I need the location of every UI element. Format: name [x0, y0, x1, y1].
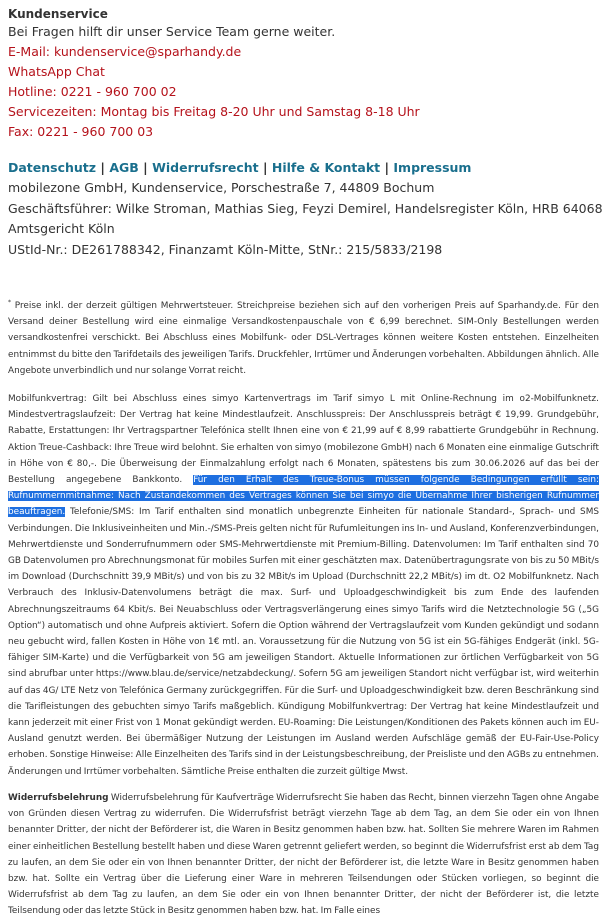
privacy-link[interactable]: Datenschutz: [8, 160, 97, 175]
customer-service-heading: Kundenservice: [8, 7, 108, 21]
company-address: mobilezone GmbH, Kundenservice, Porschestraße 7, 44809 Bochum: [8, 180, 435, 195]
link-separator: |: [143, 160, 153, 175]
help-contact-link[interactable]: Hilfe & Kontakt: [271, 160, 381, 175]
disclaimer-text: Preise inkl. der derzeit gültigen Mehrwertsteuer. Streichpreise beziehen sich auf den vorherigen Preis auf Sparhandy.de. Für den Versand deiner Bestellung wird eine einmalige Versandkostenpauschale von € 6,99 berechnet. SIM-Only Bestellungen werden versandkostenfrei verschickt. Bei Abschluss eines Mobilfunk- oder DSL-Vertrages können weitere Kosten entstehen. Einzelheiten entnimmst du bitte den Tarifdetails des jeweiligen Tarifs. Druckfehler, Irrtümer und Änderungen vorbehalten. Abbildungen ähnlich. Alle Angebote unverbindlich und nur solange Vorrat reicht.: [8, 301, 599, 376]
company-court: Amtsgericht Köln: [8, 221, 115, 236]
withdrawal-notice: [8, 790, 599, 920]
fineprint-text-after: Telefonie/SMS: Im Tarif enthalten sind monatlich unbegrenzte Einheiten für nationale Standard-, Sprach- und SMS Verbindungen. Die Inklusiveinheiten und Min.-/SMS-Preis gelten nicht für Rufumleitungen ins In- und Ausland, Konferenzverbindungen, Mehrwertdienste und Sonderrufnummern oder SMS-Mehrwertdienste mit Premium-Billing. Datenvolumen: Im Tarif enthalten sind 70 GB Datenvolumen pro Abrechnungsmonat für mobiles Surfen mit einer geschätzten max. Datenübertragungsrate von bis zu 50 MBit/s im Download (Durchschnitt 39,9 MBit/s) und von bis zu 32 MBit/s im Upload (Durchschnitt 22,2 MBit/s) im dt. O2 Mobilfunknetz. Nach Verbrauch des Inklusiv-Datenvolumens beträgt die max. Surf- und Uploadgeschwindigkeit bis zum Ende des laufenden Abrechnungszeitraums 64 Kbit/s. Bei Neuabschluss oder Vertragsverlängerung eines simyo Tarifs wird die Netztechnologie 5G („5G Option“) automatisch und ohne Aufpreis aktiviert. Sofern die Option während der Vertragslaufzeit vom Kunden gekündigt und sodann neu gebucht wird, fallen Kosten in Höhe von 1€ mtl. an. Voraussetzung für die Nutzung von 5G ist ein 5G-fähiges Endgerät (inkl. 5G-fähiger SIM-Karte) und die Verfügbarkeit von 5G am jeweiligen Standort. Aktuelle Informationen zur örtlichen Verfügbarkeit von 5G sind abrufbar unter https://www.blau.de/service/netzabdeckung/. Sofern 5G am jeweiligen Standort nicht verfügbar ist, wird weiterhin auf das 4G/ LTE Netz von Telefónica Germany zurückgegriffen. Für die Surf- und Uploadgeschwindigkeit bzw. deren Beschränkung sind die Tarifleistungen des gebuchten simyo Tarifs maßgeblich. Kündigung Mobilfunkvertrag: Der Vertrag hat keine Mindestlaufzeit und kann jederzeit mit einer Frist von 1 Monat gekündigt werden. EU-Roaming: Die Leistungen/Konditionen des Pakets können auch im EU-Ausland genutzt werden. Bei übermäßiger Nutzung der Leistungen im Ausland werden Aufschläge gemäß der EU-Fair-Use-Policy erhoben. Sonstige Hinweise: Alle Einzelheiten des Tarifs sind in der Leistungsbeschreibung, der Preisliste und den AGBs zu entnehmen. Änderungen und Irrtümer vorbehalten. Sämtliche Preise enthalten die zurzeit gültige Mwst.: [8, 507, 599, 777]
selected-text-highlight[interactable]: Für den Erhalt des Treue-Bonus müssen folgende Bedingungen erfüllt sein: Rufnummernmitnahme: Nach Zustandekommen des Vertrages können Sie bei simyo die Übernahme Ihrer bisherigen Rufnummer beauftragen.: [8, 475, 599, 518]
withdrawal-right-link[interactable]: Widerrufsrecht: [152, 160, 259, 175]
imprint-link[interactable]: Impressum: [393, 160, 472, 175]
link-separator: |: [100, 160, 110, 175]
link-separator: |: [262, 160, 272, 175]
hotline-link[interactable]: Hotline: 0221 - 960 700 02: [8, 84, 177, 99]
fax-number: Fax: 0221 - 960 700 03: [8, 124, 154, 139]
withdrawal-title: Widerrufsbelehrung: [8, 792, 109, 803]
price-disclaimer: [8, 298, 599, 379]
footnote-marker: *: [8, 299, 11, 307]
whatsapp-chat-link[interactable]: WhatsApp Chat: [8, 64, 105, 79]
tariff-fineprint: [8, 391, 599, 780]
link-separator: |: [384, 160, 394, 175]
company-management: Geschäftsführer: Wilke Stroman, Mathias Sieg, Feyzi Demirel, Handelsregister Köln, HRB 64068: [8, 200, 603, 216]
email-link[interactable]: E-Mail: kundenservice@sparhandy.de: [8, 44, 242, 59]
company-tax-id: UStId-Nr.: DE261788342, Finanzamt Köln-Mitte, StNr.: 215/5833/2198: [8, 241, 443, 257]
terms-link[interactable]: AGB: [109, 160, 139, 175]
fineprint-text-before: Mobilfunkvertrag: Gilt bei Abschluss eines simyo Kartenvertrags im Tarif simyo L mit Online-Rechnung im o2-Mobilfunknetz. Mindestvertragslaufzeit: Der Vertrag hat keine Mindestlaufzeit. Anschlusspreis: Der Anschlusspreis beträgt € 19,99. Grundgebühr, Rabatte, Erstattungen: Ihr Vertragspartner Telefónica stellt Ihnen eine von € 21,99 auf € 8,99 rabattierte Grundgebühr in Rechnung. Aktion Treue-Cashback: Ihre Treue wird belohnt. Sie erhalten von simyo (mobilezone GmbH) nach 6 Monaten eine einmalige Gutschrift in Höhe von € 80,-. Die Überweisung der Einmalzahlung erfolgt nach 6 Monaten, spätestens bis zum 30.06.2026 auf das bei der Bestellung angegebene Bankkonto.: [8, 394, 599, 486]
withdrawal-text: Widerrufsbelehrung für Kaufverträge Widerrufsrecht Sie haben das Recht, binnen vierzehn Tagen ohne Angabe von Gründen diesen Vertrag zu widerrufen. Die Widerrufsfrist beträgt vierzehn Tage ab dem Tag, an dem Sie oder ein von Ihnen benannter Dritter, der nicht der Beförderer ist, die Waren in Besitz genommen haben bzw. hat. Sollten Sie mehrere Waren im Rahmen einer einheitlichen Bestellung bestellt haben und diese Waren getrennt geliefert werden, so beginnt die Widerrufsfrist erst ab dem Tag zu laufen, an dem Sie oder ein von Ihnen benannter Dritter, der nicht der Beförderer ist, die letzte Ware in Besitz genommen haben bzw. hat. Sollte ein Vertrag über die Lieferung einer Ware in mehreren Teilsendungen oder Stücken vorliegen, so beginnt die Widerrufsfrist ab dem Tag zu laufen, an dem Sie oder ein von Ihnen benannter Dritter, der nicht der Beförderer ist, die letzte Teilsendung oder das letzte Stück in Besitz genommen haben bzw. hat. Im Falle eines: [8, 792, 599, 917]
footer-links: [8, 158, 599, 178]
service-intro: Bei Fragen hilft dir unser Service Team gerne weiter.: [8, 24, 336, 39]
service-hours: Servicezeiten: Montag bis Freitag 8-20 Uhr und Samstag 8-18 Uhr: [8, 104, 420, 119]
